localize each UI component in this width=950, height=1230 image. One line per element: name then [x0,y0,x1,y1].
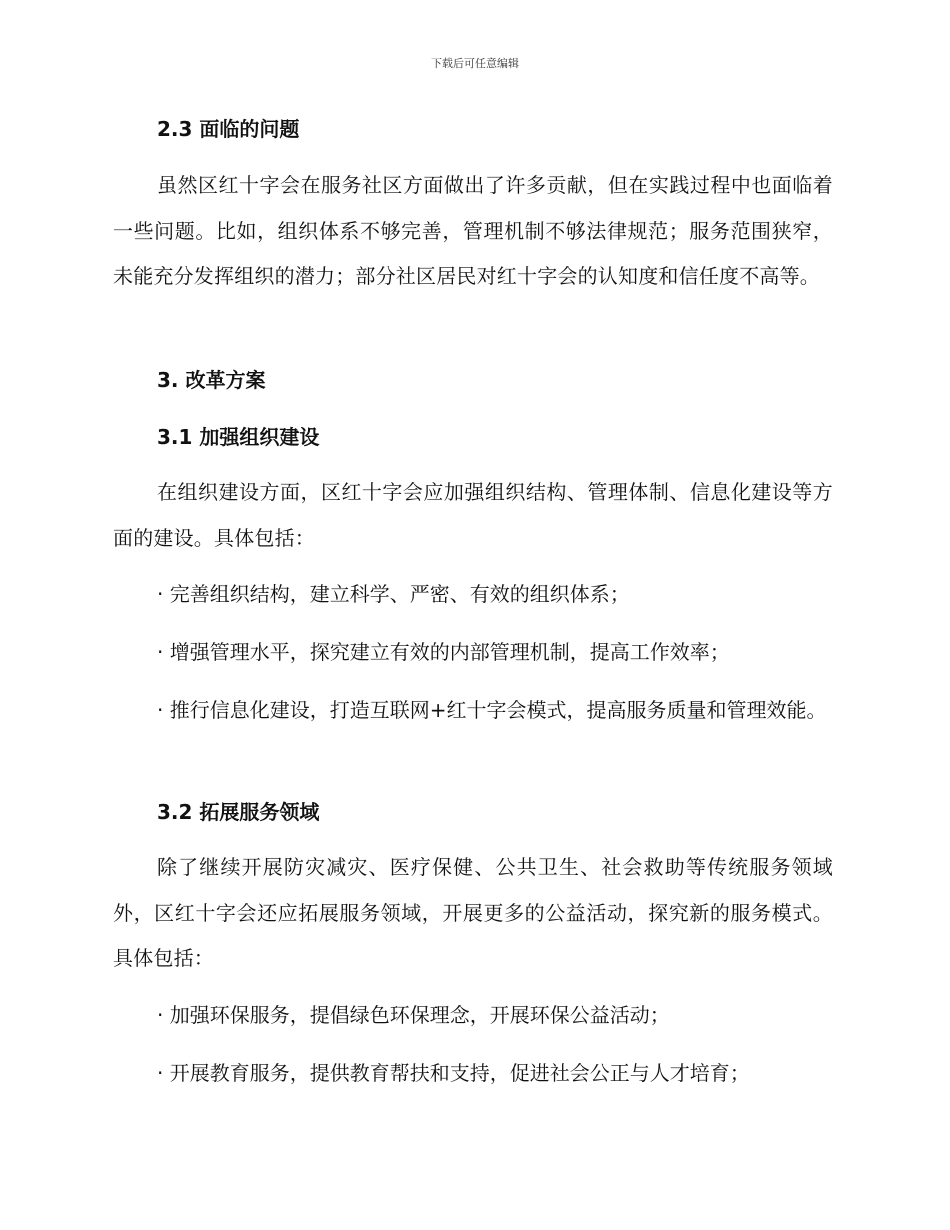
section-2-3-paragraph: 虽然区红十字会在服务社区方面做出了许多贡献，但在实践过程中也面临着一些问题。比如，组织体系不够完善，管理机制不够法律规范；服务范围狭窄，未能充分发挥组织的潜力；部分社区居民对红十字会的认知度和信任度不高等。 [113,173,833,288]
list-item: · 增强管理水平，探究建立有效的内部管理机制，提高工作效率； [157,640,730,664]
section-3-2-paragraph: 除了继续开展防灾减灾、医疗保健、公共卫生、社会救助等传统服务领域外，区红十字会还应拓展服务领域，开展更多的公益活动，探究新的服务模式。具体包括： [113,855,833,970]
section-heading-2-3: 2.3 面临的问题 [157,117,300,141]
list-item: · 加强环保服务，提倡绿色环保理念，开展环保公益活动； [157,1003,670,1027]
list-item: · 完善组织结构，建立科学、严密、有效的组织体系； [157,582,630,606]
list-item: · 推行信息化建设，打造互联网+红十字会模式，提高服务质量和管理效能。 [157,698,827,722]
section-heading-3: 3. 改革方案 [157,368,266,392]
section-3-1-paragraph: 在组织建设方面，区红十字会应加强组织结构、管理体制、信息化建设等方面的建设。具体包括： [113,480,833,550]
section-heading-3-1: 3.1 加强组织建设 [157,425,320,449]
list-item: · 开展教育服务，提供教育帮扶和支持，促进社会公正与人才培育； [157,1061,750,1085]
section-heading-3-2: 3.2 拓展服务领域 [157,800,320,824]
page-header-watermark: 下载后可任意编辑 [431,57,519,70]
